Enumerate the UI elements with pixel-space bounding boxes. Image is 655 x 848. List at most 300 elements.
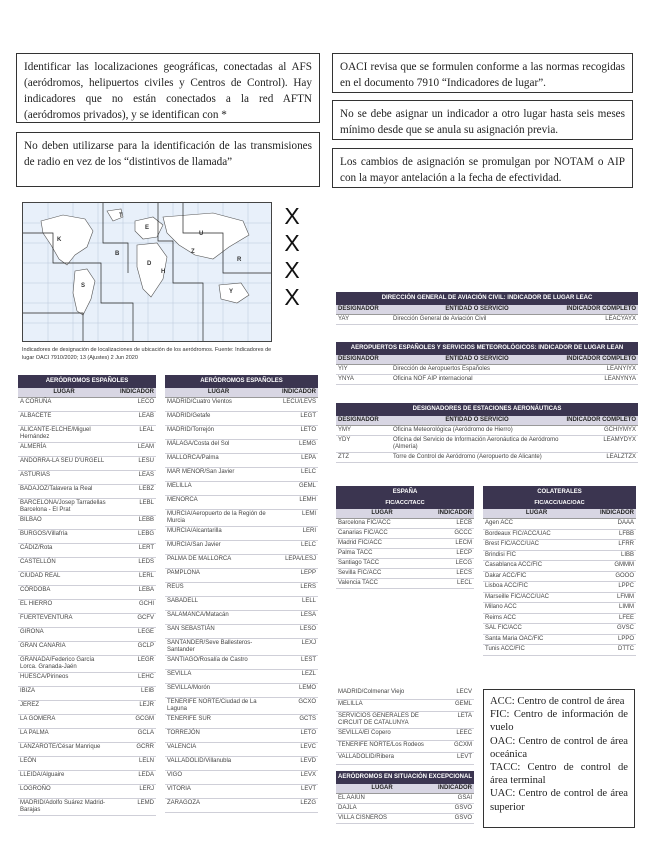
cell-indicador: LEPA/LESJ bbox=[285, 556, 316, 562]
table-header bbox=[336, 305, 638, 315]
cell-lugar: CÁDIZ/Rota bbox=[20, 545, 53, 551]
table-row bbox=[165, 771, 318, 785]
dgac-table bbox=[336, 292, 638, 325]
info-box-radio bbox=[16, 132, 320, 187]
table-row bbox=[18, 558, 156, 572]
legend-item: OAC: Centro de control de área oceánica bbox=[490, 735, 628, 760]
table-row bbox=[165, 454, 318, 468]
col-entidad: ENTIDAD O SERVICIO bbox=[445, 356, 509, 362]
cell-lugar: MELILLA bbox=[167, 483, 192, 489]
table-row bbox=[483, 645, 636, 656]
cell-indicador: LECG bbox=[455, 560, 472, 566]
cell-lugar: DAJLA bbox=[338, 805, 357, 811]
cell-lugar: BURGOS/Villafría bbox=[20, 531, 68, 537]
cell-lugar: Sevilla FIC/ACC bbox=[338, 570, 382, 576]
cell-lugar: LLEIDA/Alguaire bbox=[20, 772, 65, 778]
cell-indicador: LECL bbox=[456, 580, 472, 586]
table-row bbox=[336, 365, 638, 375]
table-row bbox=[165, 527, 318, 541]
table-row bbox=[483, 603, 636, 614]
table-title: AERÓDROMOS ESPAÑOLES bbox=[165, 375, 318, 388]
cell-lugar: Canarias FIC/ACC bbox=[338, 530, 388, 536]
table-row bbox=[165, 482, 318, 496]
table-row bbox=[18, 457, 156, 471]
cell-lugar: ANDORRA-LA SEU D'URGELL bbox=[20, 458, 105, 464]
table-body bbox=[483, 519, 636, 656]
table-body bbox=[165, 398, 318, 813]
map-caption: Indicadores de designación de localizaciones de ubicación de los aeródromos. Fuente: Indicadores de lugar OACI 7910/2020; 13 (Ajustes) 2 Jun 2020 bbox=[22, 347, 272, 361]
abbreviations-legend bbox=[483, 689, 635, 828]
cell-lugar: Barcelona FIC/ACC bbox=[338, 520, 391, 526]
x-mark: X bbox=[284, 284, 300, 310]
cell-indicador: LFEE bbox=[618, 614, 634, 621]
table-row bbox=[336, 549, 474, 559]
col-indicador: INDICADOR bbox=[282, 389, 316, 395]
table-row bbox=[165, 398, 318, 412]
cell-lugar: Agen ACC bbox=[485, 520, 514, 526]
cell-indicador: LELN bbox=[138, 758, 154, 764]
cell-indicador: LEZL bbox=[301, 671, 316, 677]
cell-lugar: FUERTEVENTURA bbox=[20, 615, 73, 621]
col-completo: INDICADOR COMPLETO bbox=[566, 356, 636, 362]
cell-indicador: LEHC bbox=[137, 674, 154, 680]
exceptional-aerodromes-table bbox=[336, 771, 474, 824]
cell-indicador: LELC bbox=[300, 542, 316, 548]
cell-lugar: VIGO bbox=[167, 772, 183, 778]
cell-indicador: LETA bbox=[457, 713, 472, 719]
col-completo: INDICADOR COMPLETO bbox=[566, 306, 636, 312]
col-entidad: ENTIDAD O SERVICIO bbox=[445, 306, 509, 312]
cell-indicador: GCFV bbox=[137, 615, 154, 621]
cell-indicador: GMMM bbox=[614, 562, 634, 568]
cell-lugar: ALICANTE-ELCHE/Miguel Hernández bbox=[20, 427, 91, 440]
info-text: OACI revisa que se formulen conforme a las normas recogidas en el documento 7910 “Indicadores de lugar”. bbox=[340, 61, 625, 89]
cell-indicador: LERT bbox=[138, 545, 154, 551]
cell-lugar: MELILLA bbox=[338, 701, 363, 707]
cell-indicador: LEAS bbox=[138, 472, 154, 478]
cell-entidad: Oficina NOF AIP internacional bbox=[393, 376, 473, 382]
cell-lugar: MURCIA/Aeropuerto de la Región de Murcia bbox=[167, 511, 266, 524]
cell-lugar: TENERIFE NORTE/Los Rodeos bbox=[338, 742, 424, 748]
col-lugar: LUGAR bbox=[207, 389, 230, 395]
table-row bbox=[336, 794, 474, 804]
table-row bbox=[336, 729, 474, 741]
table-title: COLATERALES bbox=[483, 486, 636, 499]
table-row bbox=[18, 600, 156, 614]
cell-indicador: LEGT bbox=[300, 413, 316, 419]
cell-indicador: GEML bbox=[298, 483, 316, 489]
cell-lugar: PALMA DE MALLORCA bbox=[167, 556, 232, 562]
table-row bbox=[165, 468, 318, 482]
table-row bbox=[336, 579, 474, 589]
cell-lugar: LEÓN bbox=[20, 758, 37, 764]
col-designador: DESIGNADOR bbox=[338, 356, 379, 362]
legend-item: UAC: Centro de control de área superior bbox=[490, 788, 628, 813]
cell-indicador: LERL bbox=[138, 573, 154, 579]
cell-indicador: LECS bbox=[456, 570, 472, 576]
table-row bbox=[18, 471, 156, 485]
cell-designador: YIY bbox=[338, 366, 348, 372]
cell-indicador: LESA bbox=[300, 612, 316, 618]
svg-text:U: U bbox=[199, 231, 204, 237]
cell-designador: ZTZ bbox=[338, 454, 349, 460]
table-row bbox=[165, 729, 318, 743]
table-row bbox=[336, 426, 638, 436]
svg-text:K: K bbox=[57, 237, 62, 243]
cell-indicador: GCCC bbox=[454, 530, 472, 536]
table-row bbox=[336, 712, 474, 729]
cell-indicador: GVSC bbox=[616, 625, 634, 631]
svg-text:D: D bbox=[147, 261, 152, 267]
cell-indicador: LEAB bbox=[138, 413, 154, 419]
col-lugar: LUGAR bbox=[371, 785, 393, 791]
table-title: DESIGNADORES DE ESTACIONES AERONÁUTICAS bbox=[336, 403, 638, 416]
cell-completo: LEACYAYX bbox=[605, 316, 636, 322]
cell-indicador: LFBB bbox=[618, 530, 634, 537]
cell-indicador: GEML bbox=[454, 701, 472, 707]
cell-lugar: MURCIA/Alcantarilla bbox=[167, 528, 222, 534]
table-row bbox=[165, 656, 318, 670]
aerodromes-table-1 bbox=[18, 375, 156, 816]
table-row bbox=[336, 539, 474, 549]
table-row bbox=[18, 586, 156, 600]
table-body bbox=[336, 365, 638, 385]
cell-lugar: A CORUÑA bbox=[20, 399, 52, 405]
cell-indicador: DAAA bbox=[617, 520, 634, 526]
table-row bbox=[18, 715, 156, 729]
espana-table bbox=[336, 486, 474, 589]
cell-lugar: LOGROÑO bbox=[20, 786, 51, 792]
met-table bbox=[336, 342, 638, 385]
cell-lugar: Milano ACC bbox=[485, 604, 517, 610]
table-row bbox=[18, 412, 156, 426]
info-text: No deben utilizarse para la identificación de las transmisiones de radio en vez de los “distintivos de llamada” bbox=[24, 140, 312, 168]
table-row bbox=[18, 443, 156, 457]
col-indicador: INDICADOR bbox=[438, 785, 472, 791]
cell-lugar: Lisboa ACC/FIC bbox=[485, 583, 529, 589]
table-row bbox=[165, 670, 318, 684]
cell-indicador: LEMG bbox=[298, 441, 316, 447]
cell-lugar: SANTIAGO/Rosalía de Castro bbox=[167, 657, 248, 663]
table-row bbox=[483, 530, 636, 541]
table-title: AERÓDROMOS ESPAÑOLES bbox=[18, 375, 156, 388]
cell-indicador: GCXO bbox=[298, 699, 316, 705]
cell-indicador: LEGR bbox=[137, 657, 154, 663]
svg-text:R: R bbox=[237, 257, 242, 263]
cell-completo: LEANYIYX bbox=[606, 366, 636, 372]
table-row bbox=[165, 757, 318, 771]
col-entidad: ENTIDAD O SERVICIO bbox=[445, 417, 509, 423]
table-row bbox=[165, 597, 318, 611]
cell-indicador: LEGE bbox=[137, 629, 154, 635]
cell-indicador: LEJR bbox=[139, 702, 154, 708]
col-indicador: INDICADOR bbox=[438, 510, 472, 516]
table-row bbox=[18, 701, 156, 715]
cell-indicador: LEBB bbox=[138, 517, 154, 523]
table-row bbox=[336, 559, 474, 569]
aerodromes-table-2 bbox=[165, 375, 318, 813]
table-row bbox=[483, 593, 636, 604]
cell-indicador: LIBB bbox=[620, 551, 634, 558]
cell-lugar: TENERIFE NORTE/Ciudad de La Laguna bbox=[167, 699, 257, 712]
table-row bbox=[165, 639, 318, 656]
col-designador: DESIGNADOR bbox=[338, 306, 379, 312]
cell-lugar: SEVILLA/El Copero bbox=[338, 730, 391, 736]
cell-indicador: LEEC bbox=[456, 730, 472, 736]
info-text: Identificar las localizaciones geográficas, conectadas al AFS (aeródromos, helipuertos civiles y Centros de Control). Hay indicadores que no están conectados a la red AFTN (aeródromos privados), y se identifican con * bbox=[24, 61, 312, 121]
table-row bbox=[18, 499, 156, 516]
svg-text:E: E bbox=[145, 225, 150, 231]
cell-indicador: DTTC bbox=[618, 646, 634, 652]
cell-entidad: Dirección General de Aviación Civil bbox=[393, 316, 487, 322]
cell-lugar: REUS bbox=[167, 584, 184, 590]
cell-lugar: LA GOMERA bbox=[20, 716, 56, 722]
table-header bbox=[336, 784, 474, 794]
table-row bbox=[483, 519, 636, 530]
cell-indicador: LERI bbox=[302, 528, 316, 534]
table-row bbox=[336, 375, 638, 385]
table-body bbox=[18, 398, 156, 816]
cell-lugar: VALENCIA bbox=[167, 744, 197, 750]
table-row bbox=[336, 814, 474, 824]
info-box-assign bbox=[332, 100, 633, 140]
cell-indicador: LEVX bbox=[300, 772, 316, 778]
cell-indicador: LEAL bbox=[139, 427, 154, 433]
cell-lugar: MADRID/Getafe bbox=[167, 413, 211, 419]
cell-lugar: GIRONA bbox=[20, 629, 44, 635]
table-row bbox=[336, 436, 638, 453]
cell-designador: YNYA bbox=[338, 376, 354, 382]
cell-lugar: SALAMANCA/Matacán bbox=[167, 612, 229, 618]
cell-lugar: EL AAIÚN bbox=[338, 795, 365, 801]
cell-indicador: LEVD bbox=[300, 758, 316, 764]
cell-lugar: Reims ACC bbox=[485, 614, 517, 621]
cell-indicador: LFMM bbox=[617, 593, 634, 600]
cell-indicador: LEVT bbox=[300, 786, 316, 792]
table-row bbox=[483, 551, 636, 562]
table-row bbox=[18, 544, 156, 558]
table-row bbox=[336, 753, 474, 765]
info-box-afs bbox=[16, 53, 320, 123]
cell-lugar: MENORCA bbox=[167, 497, 198, 503]
cell-lugar: Casablanca ACC/FIC bbox=[485, 562, 543, 568]
cell-lugar: SERVICIOS GENERALES DE CIRCUIT DE CATALUNYA bbox=[338, 713, 419, 726]
table-row bbox=[165, 412, 318, 426]
cell-indicador: LERS bbox=[300, 584, 316, 590]
legend-item: ACC: Centro de control de área bbox=[490, 696, 625, 707]
cell-indicador: LEMO bbox=[298, 685, 316, 691]
table-row bbox=[18, 614, 156, 628]
cell-designador: YMY bbox=[338, 427, 352, 433]
table-row bbox=[18, 729, 156, 743]
cell-lugar: Dakar ACC/FIC bbox=[485, 572, 527, 579]
table-row bbox=[18, 628, 156, 642]
cell-indicador: LEBZ bbox=[138, 486, 154, 492]
col-lugar: LUGAR bbox=[371, 510, 393, 516]
table-header bbox=[18, 388, 156, 398]
cell-indicador: GSVO bbox=[454, 815, 472, 821]
table-row bbox=[18, 516, 156, 530]
table-row bbox=[18, 785, 156, 799]
cell-lugar: BILBAO bbox=[20, 517, 42, 523]
cell-lugar: Marseille FIC/ACC/UAC bbox=[485, 593, 550, 600]
cell-indicador: LETO bbox=[300, 730, 316, 736]
table-row bbox=[165, 625, 318, 639]
table-row bbox=[336, 741, 474, 753]
cell-lugar: JEREZ bbox=[20, 702, 40, 708]
table-row bbox=[165, 440, 318, 454]
cell-indicador: GCHI bbox=[139, 601, 154, 607]
cell-indicador: LECV bbox=[456, 689, 472, 695]
legend-item: TACC: Centro de control de área terminal bbox=[490, 762, 628, 787]
table-row bbox=[483, 635, 636, 646]
info-text: No se debe asignar un indicador a otro lugar hasta seis meses mínimo desde que se anula su asignación previa. bbox=[340, 108, 625, 136]
x-marks bbox=[278, 203, 306, 311]
cell-lugar: ALBACETE bbox=[20, 413, 52, 419]
cell-lugar: Brest FIC/ACC/UAC bbox=[485, 541, 540, 547]
table-row bbox=[165, 555, 318, 569]
cell-indicador: GCRR bbox=[136, 744, 154, 750]
cell-indicador: LEDS bbox=[138, 559, 154, 565]
cell-lugar: Tunis ACC/FIC bbox=[485, 646, 525, 652]
cell-indicador: LEST bbox=[300, 657, 316, 663]
cell-indicador: LEPA bbox=[301, 455, 316, 461]
table-header bbox=[336, 416, 638, 426]
cell-lugar: Brindisi FIC bbox=[485, 551, 517, 558]
cell-indicador: LELL bbox=[301, 598, 316, 604]
cell-lugar: VALLADOLID/Ribera bbox=[338, 754, 394, 760]
table-body bbox=[336, 315, 638, 325]
table-title: AERÓDROMOS EN SITUACIÓN EXCEPCIONAL bbox=[336, 771, 474, 784]
cell-indicador: LEPP bbox=[300, 570, 316, 576]
table-row bbox=[18, 799, 156, 816]
aerodromes-table-continued bbox=[336, 688, 474, 765]
cell-lugar: MALLORCA/Palma bbox=[167, 455, 219, 461]
cell-lugar: HUESCA/Pirineos bbox=[20, 674, 69, 680]
cell-lugar: CÓRDOBA bbox=[20, 587, 51, 593]
cell-indicador: GCLP bbox=[137, 643, 154, 649]
cell-indicador: LEMI bbox=[301, 511, 316, 517]
cell-indicador: GCXM bbox=[454, 742, 472, 748]
table-header bbox=[165, 388, 318, 398]
cell-lugar: TORREJÓN bbox=[167, 730, 200, 736]
table-row bbox=[165, 715, 318, 729]
table-row bbox=[336, 315, 638, 325]
cell-entidad: Dirección de Aeropuertos Españoles bbox=[393, 366, 491, 372]
svg-text:T: T bbox=[119, 213, 123, 219]
cell-lugar: PAMPLONA bbox=[167, 570, 200, 576]
svg-text:S: S bbox=[81, 283, 86, 289]
cell-indicador: LECB bbox=[456, 520, 472, 526]
table-row bbox=[18, 572, 156, 586]
cell-indicador: LERJ bbox=[139, 786, 154, 792]
svg-text:H: H bbox=[161, 269, 166, 275]
x-mark: X bbox=[284, 203, 300, 229]
table-row bbox=[18, 426, 156, 443]
cell-indicador: LEVC bbox=[300, 744, 316, 750]
table-header bbox=[336, 509, 474, 519]
table-row bbox=[165, 510, 318, 527]
table-row bbox=[165, 426, 318, 440]
cell-indicador: GOOO bbox=[615, 572, 634, 579]
table-row bbox=[165, 785, 318, 799]
cell-completo: LEANYNYA bbox=[604, 376, 636, 382]
cell-indicador: LEBA bbox=[138, 587, 154, 593]
cell-completo: LEALZTZX bbox=[606, 454, 636, 460]
cell-lugar: SEVILLA/Morón bbox=[167, 685, 211, 691]
table-row bbox=[336, 700, 474, 712]
cell-lugar: Madrid FIC/ACC bbox=[338, 540, 383, 546]
table-row bbox=[483, 614, 636, 625]
cell-indicador: LPPC bbox=[618, 583, 634, 589]
cell-lugar: CIUDAD REAL bbox=[20, 573, 61, 579]
cell-entidad: Torre de Control de Aeródromo (Aeropuerto de Alicante) bbox=[393, 454, 542, 460]
cell-lugar: CASTELLÓN bbox=[20, 559, 56, 565]
cell-lugar: SABADELL bbox=[167, 598, 199, 604]
cell-lugar: ASTURIAS bbox=[20, 472, 51, 478]
table-row bbox=[165, 743, 318, 757]
cell-indicador: LEDA bbox=[138, 772, 154, 778]
cell-indicador: LPPO bbox=[617, 635, 634, 642]
cell-lugar: MADRID/Adolfo Suárez Madrid-Barajas bbox=[20, 800, 106, 813]
cell-indicador: GSAI bbox=[457, 795, 472, 801]
cell-completo: LEAMYDYX bbox=[603, 437, 636, 443]
cell-lugar: SEVILLA bbox=[167, 671, 192, 677]
table-body bbox=[336, 426, 638, 463]
table-row bbox=[18, 530, 156, 544]
table-title: DIRECCIÓN GENERAL DE AVIACIÓN CIVIL: INDICADOR DE LUGAR LEAC bbox=[336, 292, 638, 305]
cell-completo: GCHIYMYX bbox=[603, 427, 636, 433]
table-subtitle: FIC/ACC/TACC bbox=[336, 499, 474, 509]
cell-lugar: VITORIA bbox=[167, 786, 191, 792]
cell-indicador: GCGM bbox=[135, 716, 154, 722]
table-row bbox=[483, 561, 636, 572]
table-row bbox=[336, 519, 474, 529]
cell-indicador: LESU bbox=[138, 458, 154, 464]
table-row bbox=[336, 569, 474, 579]
table-row bbox=[18, 398, 156, 412]
table-row bbox=[18, 743, 156, 757]
table-row bbox=[483, 540, 636, 551]
info-box-oaci bbox=[332, 53, 633, 93]
svg-text:B: B bbox=[115, 251, 120, 257]
cell-lugar: TENERIFE SUR bbox=[167, 716, 212, 722]
cell-indicador: LEZG bbox=[300, 800, 316, 806]
table-row bbox=[18, 485, 156, 499]
cell-indicador: LESO bbox=[299, 626, 316, 632]
cell-indicador: LECU/LEVS bbox=[282, 399, 316, 405]
table-row bbox=[18, 656, 156, 673]
col-indicador: INDICADOR bbox=[600, 510, 634, 516]
table-row bbox=[483, 582, 636, 593]
cell-lugar: SAN SEBASTIÁN bbox=[167, 626, 215, 632]
legend-item: FIC: Centro de información de vuelo bbox=[490, 709, 628, 734]
cell-lugar: MADRID/Cuatro Vientos bbox=[167, 399, 232, 405]
x-mark: X bbox=[284, 257, 300, 283]
cell-indicador: LEIB bbox=[140, 688, 154, 694]
cell-indicador: LEMH bbox=[299, 497, 316, 503]
cell-lugar: Valencia TACC bbox=[338, 580, 379, 586]
cell-lugar: MAR MENOR/San Javier bbox=[167, 469, 235, 475]
table-title: AEROPUERTOS ESPAÑOLES Y SERVICIOS METEOROLÓGICOS: INDICADOR DE LUGAR LEAN bbox=[336, 342, 638, 355]
cell-lugar: Santiago TACC bbox=[338, 560, 380, 566]
cell-indicador: LFRR bbox=[618, 541, 634, 547]
designators-table bbox=[336, 403, 638, 463]
cell-lugar: MADRID/Colmenar Viejo bbox=[338, 689, 405, 695]
cell-indicador: LECM bbox=[455, 540, 472, 546]
cell-lugar: BADAJOZ/Talavera la Real bbox=[20, 486, 93, 492]
cell-lugar: MÁLAGA/Costa del Sol bbox=[167, 441, 230, 447]
